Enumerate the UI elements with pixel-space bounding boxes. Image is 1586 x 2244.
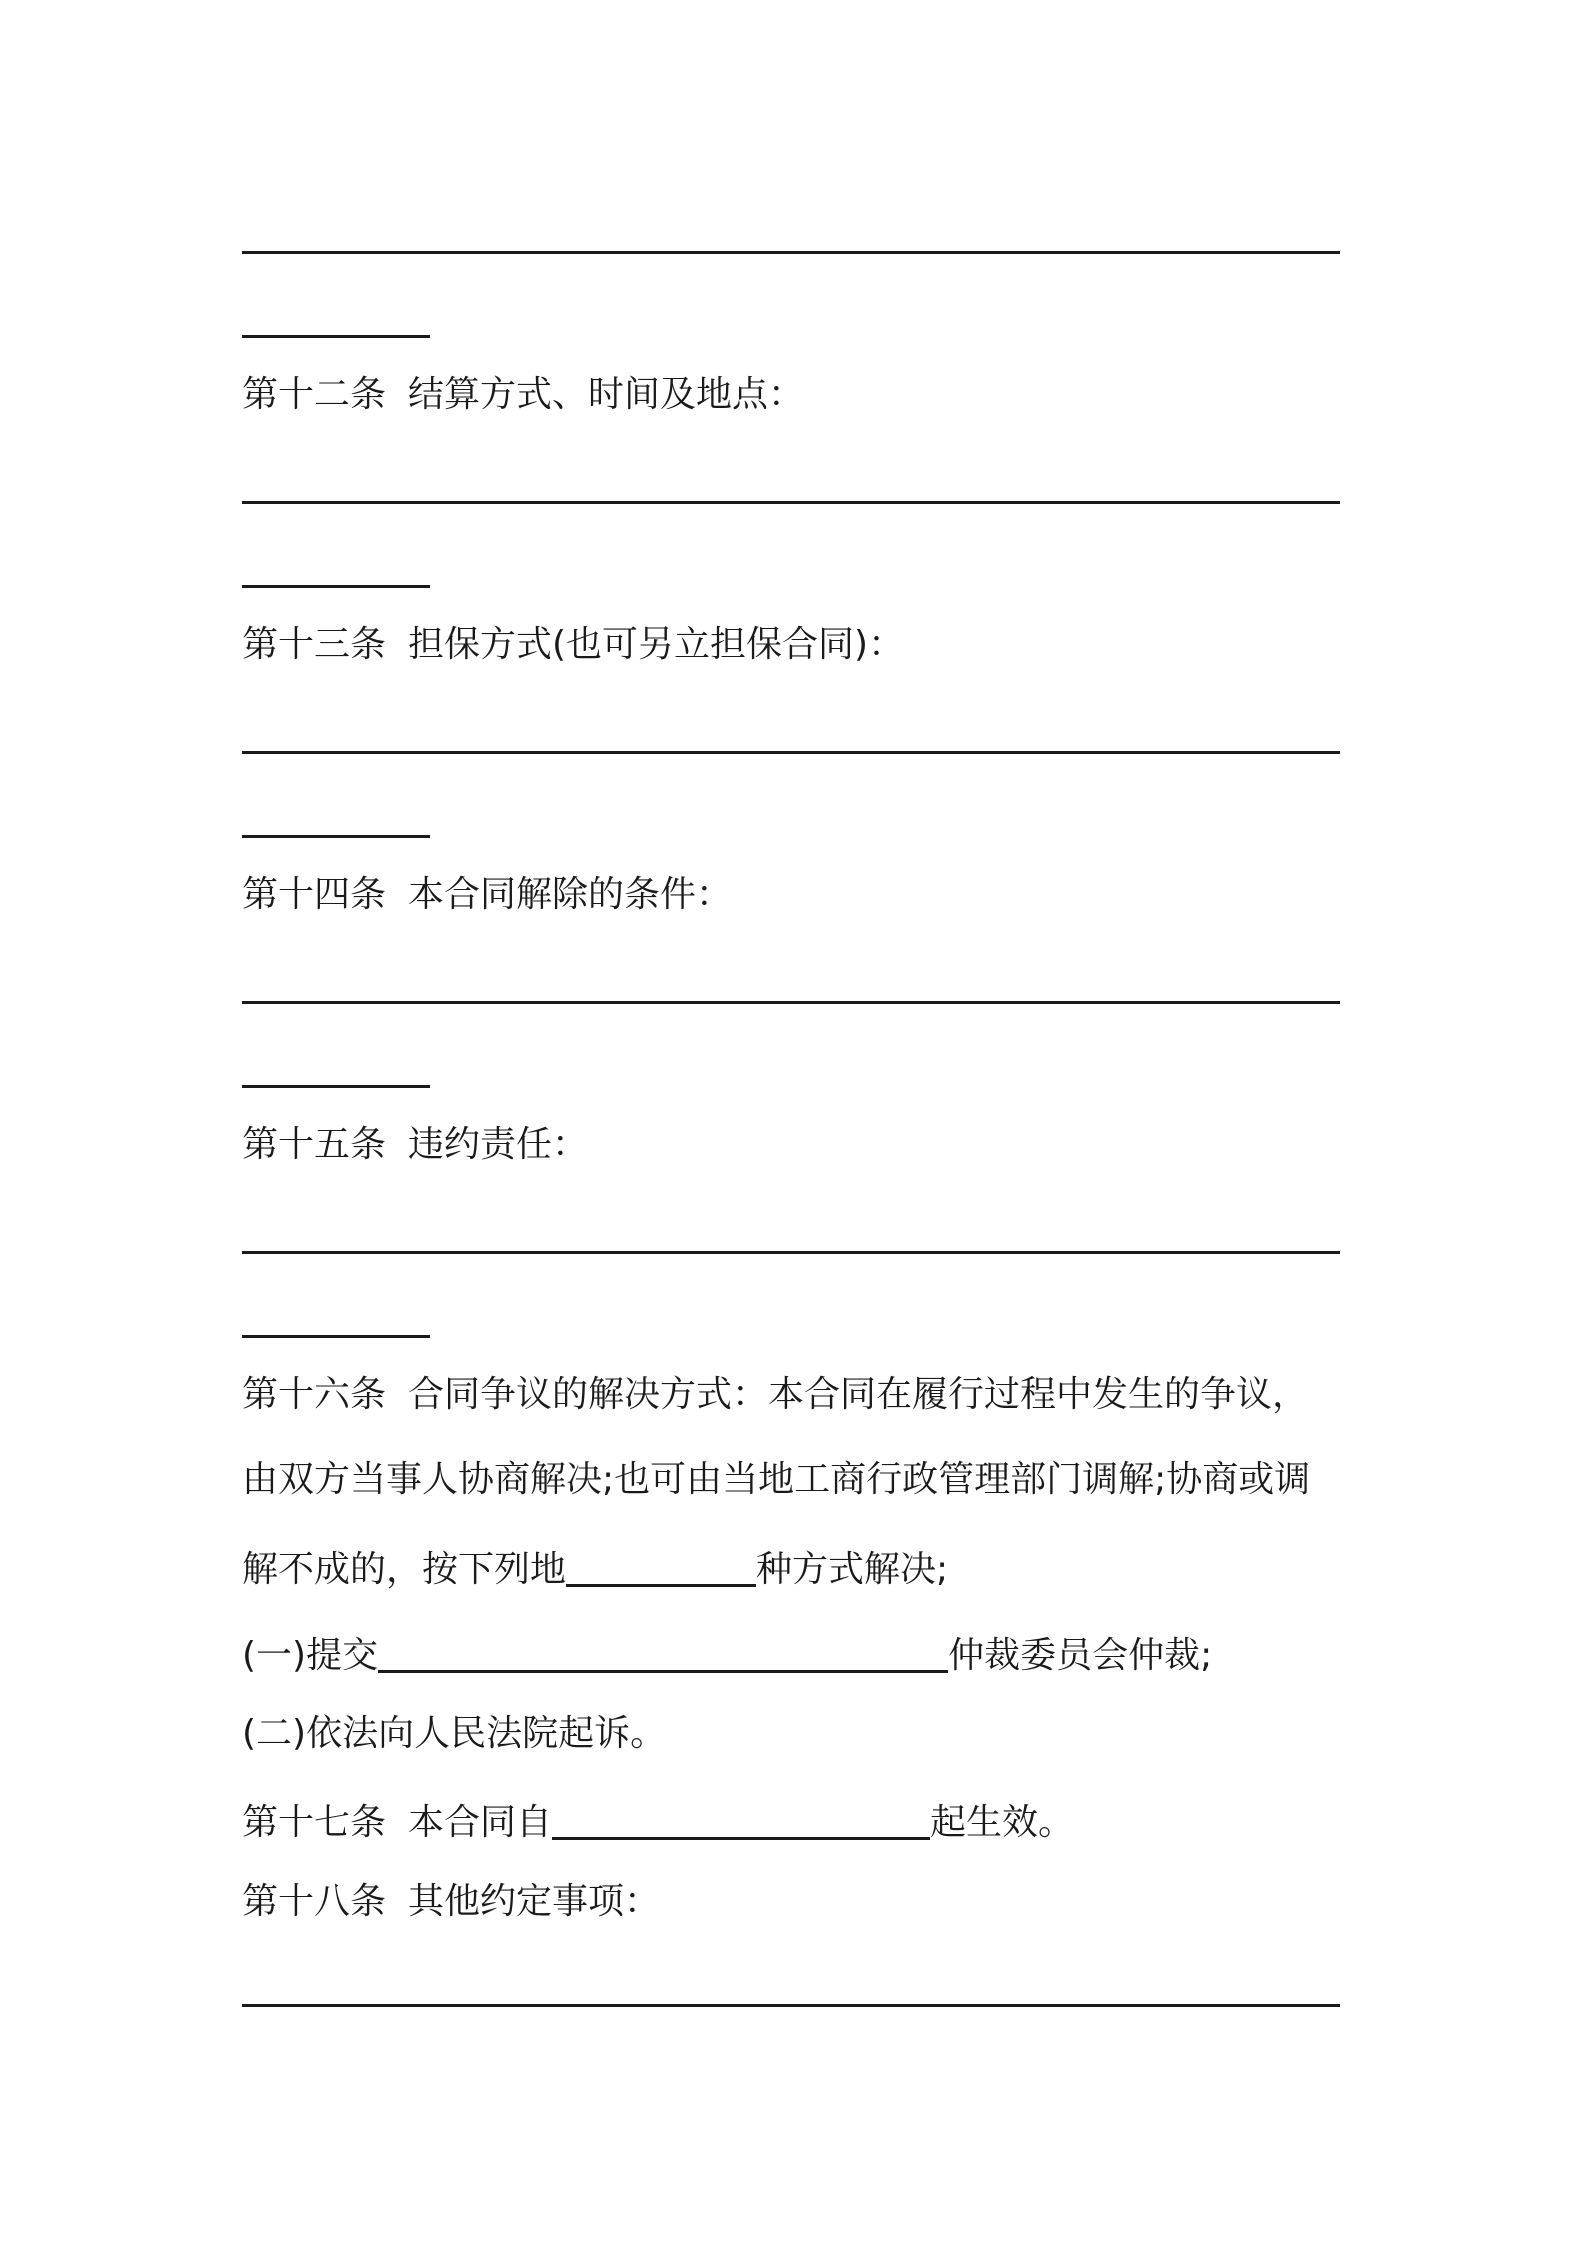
fill-in-blank — [552, 1837, 930, 1840]
option-text: (一)提交 — [242, 1635, 379, 1676]
blank-line — [242, 2004, 1340, 2007]
fill-in-blank — [566, 1584, 756, 1587]
article-text: 由双方当事人协商解决;也可由当地工商行政管理部门调解;协商或调 — [242, 1459, 1311, 1500]
article-title: 担保方式(也可另立担保合同)： — [408, 624, 905, 665]
article-16 — [242, 1373, 1308, 1417]
article-14 — [242, 873, 732, 917]
article-16-line-3 — [242, 1548, 948, 1592]
article-text: 起生效。 — [930, 1802, 1075, 1843]
blank-line-short — [242, 585, 430, 588]
fill-in-blank — [378, 1670, 948, 1673]
article-number: 第十四条 — [242, 874, 387, 915]
blank-line — [242, 1001, 1340, 1004]
article-16-line-2 — [242, 1458, 1310, 1502]
article-number: 第十七条 — [242, 1802, 387, 1843]
article-title: 违约责任： — [408, 1124, 589, 1165]
option-2 — [242, 1712, 666, 1756]
blank-line — [242, 1251, 1340, 1254]
article-number: 第十八条 — [242, 1881, 387, 1922]
article-title: 其他约定事项： — [408, 1881, 661, 1922]
article-number: 第十六条 — [242, 1374, 387, 1415]
article-title: 本合同解除的条件： — [408, 874, 733, 915]
article-text: 合同争议的解决方式：本合同在履行过程中发生的争议， — [408, 1374, 1309, 1415]
article-18 — [242, 1880, 660, 1924]
blank-line-short — [242, 335, 430, 338]
article-number: 第十五条 — [242, 1124, 387, 1165]
article-17 — [242, 1801, 1074, 1845]
blank-line-short — [242, 835, 430, 838]
article-13 — [242, 623, 904, 667]
article-text: 解不成的，按下列地 — [242, 1549, 567, 1590]
blank-line — [242, 501, 1340, 504]
article-number: 第十三条 — [242, 624, 387, 665]
article-text: 种方式解决; — [756, 1549, 949, 1590]
option-1 — [242, 1634, 1212, 1678]
article-number: 第十二条 — [242, 374, 387, 415]
article-12 — [242, 373, 804, 417]
article-title: 结算方式、时间及地点： — [408, 374, 805, 415]
option-text: (二)依法向人民法院起诉。 — [242, 1713, 667, 1754]
article-text: 本合同自 — [408, 1802, 553, 1843]
blank-line-short — [242, 1335, 430, 1338]
blank-line — [242, 251, 1340, 254]
blank-line — [242, 751, 1340, 754]
article-15 — [242, 1123, 588, 1167]
blank-line-short — [242, 1085, 430, 1088]
option-text: 仲裁委员会仲裁; — [948, 1635, 1213, 1676]
